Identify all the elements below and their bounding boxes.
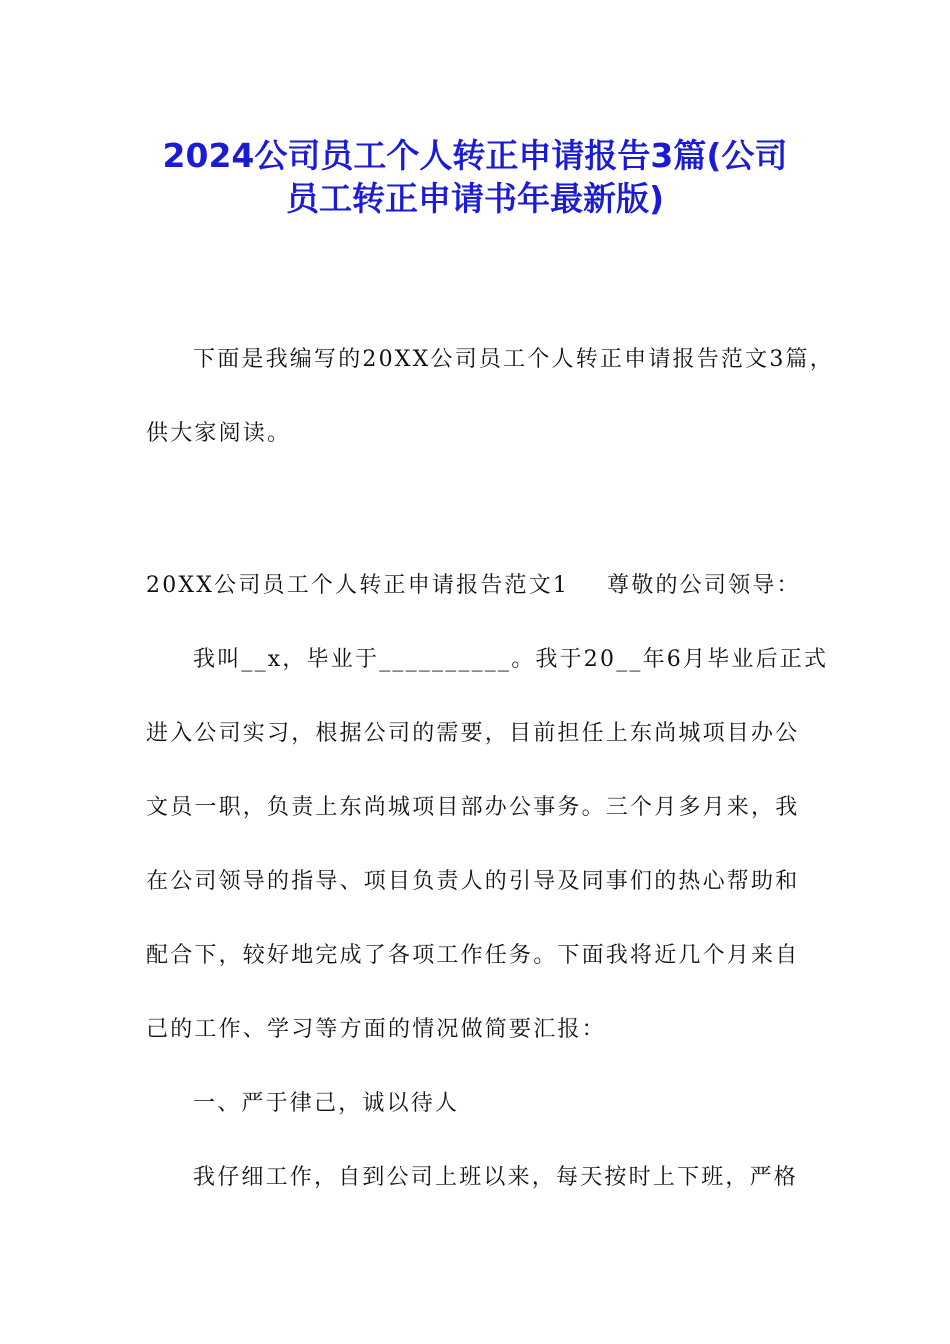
- paragraph-1-line-6: 己的工作、学习等方面的情况做简要汇报：: [146, 1017, 606, 1042]
- essay-heading: 20XX公司员工个人转正申请报告范文1: [146, 573, 570, 598]
- document-title-line-1: 2024公司员工个人转正申请报告3篇(公司: [162, 136, 788, 175]
- paragraph-2-line-1: 我仔细工作，自到公司上班以来，每天按时上下班，严格: [193, 1165, 799, 1190]
- document-title-line-2: 员工转正申请书年最新版): [285, 179, 665, 218]
- essay-heading-row: [146, 571, 806, 601]
- intro-line-2: 供大家阅读。: [146, 421, 292, 446]
- paragraph-1-line-4: 在公司领导的指导、项目负责人的引导及同事们的热心帮助和: [146, 869, 800, 894]
- paragraph-1-line-3: 文员一职，负责上东尚城项目部办公事务。三个月多月来，我: [146, 795, 800, 820]
- section-1-heading: 一、严于律己，诚以待人: [193, 1091, 460, 1116]
- paragraph-1-line-1: 我叫__x，毕业于__________。我于20__年6月毕业后正式: [193, 647, 829, 672]
- salutation: 尊敬的公司领导：: [607, 573, 801, 598]
- intro-line-1: 下面是我编写的20XX公司员工个人转正申请报告范文3篇，: [193, 347, 834, 372]
- paragraph-1-line-2: 进入公司实习，根据公司的需要，目前担任上东尚城项目办公: [146, 721, 800, 746]
- paragraph-1-line-5: 配合下，较好地完成了各项工作任务。下面我将近几个月来自: [146, 943, 800, 968]
